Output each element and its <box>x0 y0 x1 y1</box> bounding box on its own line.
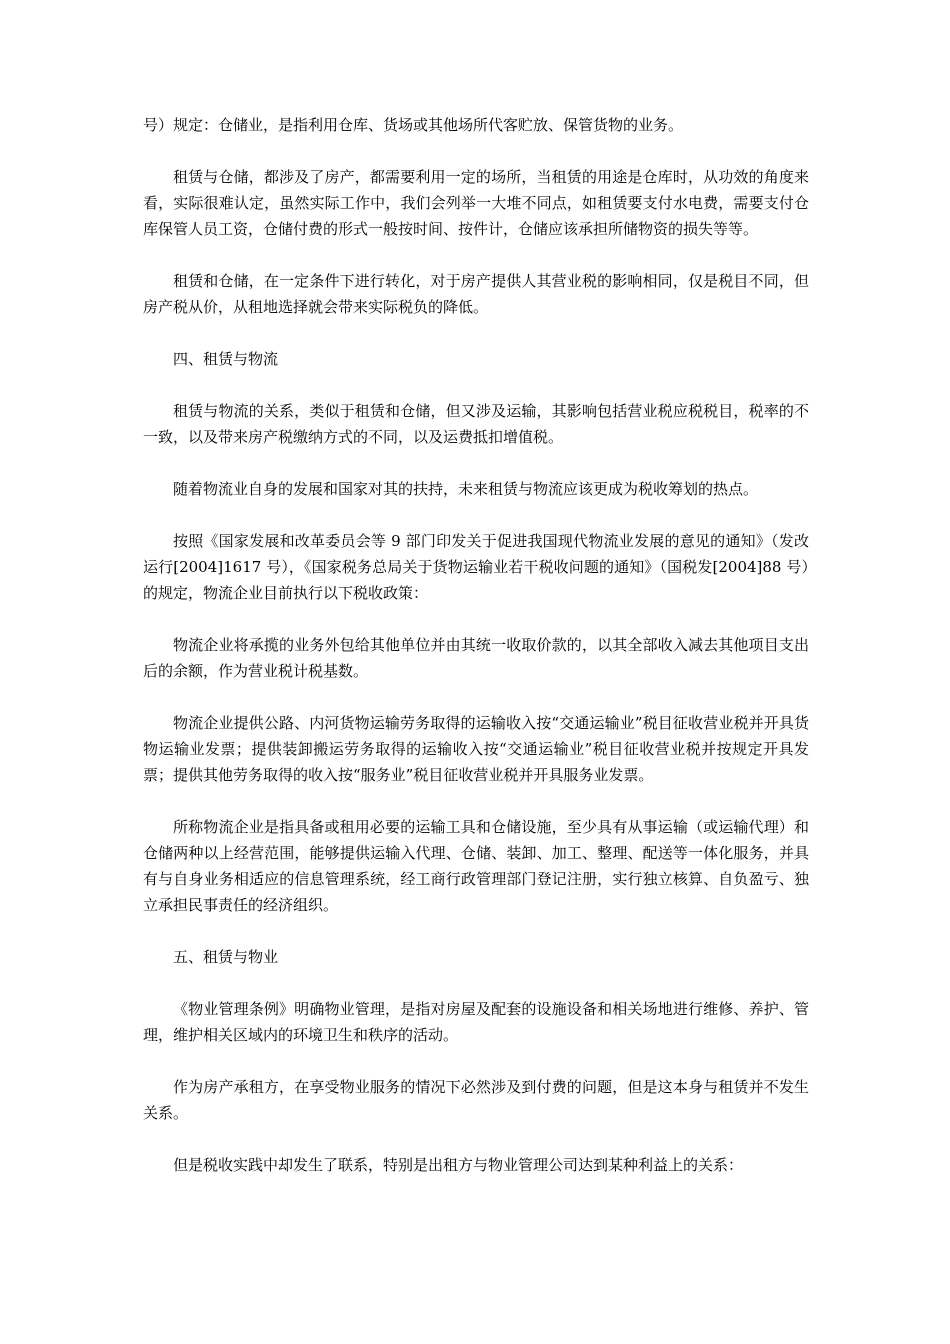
paragraph-logistics-hotspot: 随着物流业自身的发展和国家对其的扶持，未来租赁与物流应该更成为税收筹划的热点。 <box>173 480 759 498</box>
paragraph-logistics-enterprise-definition: 所称物流企业是指具备或租用必要的运输工具和仓储设施，至少具有从事运输（或运输代理）和仓储两种以上经营范围，能够提供运输入代理、仓储、装卸、加工、整理、配送等一体化服务，并具有与自身业务相适应的信息管理系统，经工商行政管理部门登记注册，实行独立核算、自负盈亏、独立承担民事责任的经济组织。 <box>143 818 809 914</box>
paragraph-lease-logistics-relation: 租赁与物流的关系，类似于租赁和仓储，但又涉及运输，其影响包括营业税应税税目，税率的不一致，以及带来房产税缴纳方式的不同，以及运费抵扣增值税。 <box>143 402 809 446</box>
paragraph-transport-invoicing: 物流企业提供公路、内河货物运输劳务取得的运输收入按“交通运输业”税目征收营业税并开具货物运输业发票；提供装卸搬运劳务取得的运输收入按“交通运输业”税目征收营业税并按规定开具发票；提供其他劳务取得的收入按“服务业”税目征收营业税并开具服务业发票。 <box>143 714 809 784</box>
section-heading-lease-property: 五、租赁与物业 <box>173 948 279 966</box>
paragraph-tax-practice-link: 但是税收实践中却发生了联系，特别是出租方与物业管理公司达到某种利益上的关系： <box>173 1156 744 1174</box>
paragraph-lease-vs-storage: 租赁与仓储，都涉及了房产，都需要利用一定的场所，当租赁的用途是仓库时，从功效的角度来看，实际很难认定，虽然实际工作中，我们会列举一大堆不同点，如租赁要支付水电费，需要支付仓库保管人员工资，仓储付费的形式一般按时间、按件计，仓储应该承担所储物资的损失等等。 <box>143 168 809 238</box>
paragraph-tenant-fees: 作为房产承租方，在享受物业服务的情况下必然涉及到付费的问题，但是这本身与租赁并不发生关系。 <box>143 1078 809 1122</box>
section-heading-lease-logistics: 四、租赁与物流 <box>173 350 279 368</box>
paragraph-property-regulation: 《物业管理条例》明确物业管理，是指对房屋及配套的设施设备和相关场地进行维修、养护、管理，维护相关区域内的环境卫生和秩序的活动。 <box>143 1000 809 1044</box>
document-body <box>143 112 809 1204</box>
paragraph-policy-reference: 按照《国家发展和改革委员会等 9 部门印发关于促进我国现代物流业发展的意见的通知》（发改运行[2004]1617 号），《国家税务总局关于货物运输业若干税收问题的通知》（国税发[2004]88 号）的规定，物流企业目前执行以下税收政策： <box>143 532 809 602</box>
paragraph-outsourcing-tax-base: 物流企业将承揽的业务外包给其他单位并由其统一收取价款的，以其全部收入减去其他项目支出后的余额，作为营业税计税基数。 <box>143 636 809 680</box>
paragraph-lease-storage-conversion: 租赁和仓储，在一定条件下进行转化，对于房产提供人其营业税的影响相同，仅是税目不同，但房产税从价，从租地选择就会带来实际税负的降低。 <box>143 272 809 316</box>
paragraph-warehousing-definition: 号）规定：仓储业，是指利用仓库、货场或其他场所代客贮放、保管货物的业务。 <box>143 116 684 134</box>
